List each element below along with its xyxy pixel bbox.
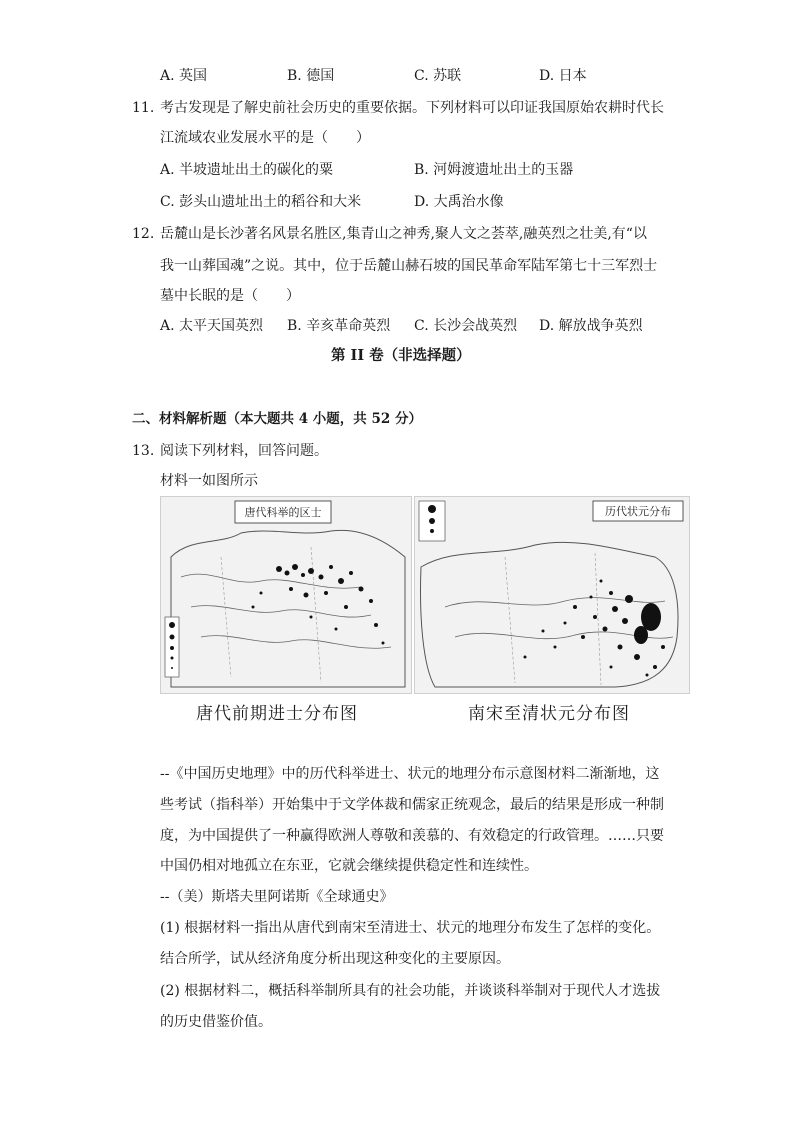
q12-option-c[interactable]: C. 长沙会战英烈 <box>414 318 518 334</box>
q12-option-d[interactable]: D. 解放战争英烈 <box>539 318 643 334</box>
q13-stem: 阅读下列材料，回答问题。 <box>160 443 328 459</box>
song-qing-zhuangyuan-map <box>414 496 690 694</box>
subquestion2-line1: (2) 根据材料二，概括科举制所具有的社会功能，并谈谈科举制对于现代人才选拔 <box>160 983 661 999</box>
tang-map-drawing <box>161 497 411 693</box>
subquestion2-line2: 的历史借鉴价值。 <box>160 1014 272 1030</box>
material1-label: 材料一如图所示 <box>160 473 258 489</box>
song-qing-map-caption: 南宋至清状元分布图 <box>468 704 630 724</box>
q13-number: 13. <box>132 443 155 459</box>
q12-stem-line1: 岳麓山是长沙著名风景名胜区,集青山之神秀,聚人文之荟萃,融英烈之壮美,有“以 <box>160 226 647 242</box>
q11-stem-line1: 考古发现是了解史前社会历史的重要依据。下列材料可以印证我国原始农耕时代长 <box>160 100 664 116</box>
q10-option-a[interactable]: A. 英国 <box>160 68 208 84</box>
material2-line1: --《中国历史地理》中的历代科举进士、状元的地理分布示意图材料二渐渐地，这 <box>160 766 660 782</box>
q10-option-c[interactable]: C. 苏联 <box>414 68 462 84</box>
q11-option-c[interactable]: C. 彭头山遗址出土的稻谷和大米 <box>160 194 362 210</box>
material2-line3: 度，为中国提供了一种赢得欧洲人尊敬和羡慕的、有效稳定的行政管理。……只要 <box>160 828 664 844</box>
q12-number: 12. <box>132 226 155 242</box>
q11-option-d[interactable]: D. 大禹治水像 <box>414 194 504 210</box>
q12-stem-line3: 墓中长眠的是（ ） <box>160 288 300 304</box>
song-qing-map-drawing <box>415 497 689 693</box>
q12-stem-line2: 我一山葬国魂”之说。其中，位于岳麓山赫石坡的国民革命军陆军第七十三军烈士 <box>160 258 658 274</box>
q11-option-a[interactable]: A. 半坡遗址出土的碳化的粟 <box>160 162 334 178</box>
q10-option-d[interactable]: D. 日本 <box>539 68 587 84</box>
section2-title: 第 II 卷（非选择题） <box>331 347 471 364</box>
q12-option-b[interactable]: B. 辛亥革命英烈 <box>287 318 391 334</box>
tang-jinshi-map <box>160 496 412 694</box>
q11-stem-line2: 江流域农业发展水平的是（ ） <box>160 130 370 146</box>
q10-option-b[interactable]: B. 德国 <box>287 68 335 84</box>
q12-option-a[interactable]: A. 太平天国英烈 <box>160 318 264 334</box>
material1-maps <box>160 496 688 732</box>
material2-line2: 些考试（指科举）开始集中于文学体裁和儒家正统观念，最后的结果是形成一种制 <box>160 797 664 813</box>
tang-map-title: 唐代科举的区士 <box>244 506 322 519</box>
song-qing-map-title: 历代状元分布 <box>605 505 671 518</box>
tang-map-caption: 唐代前期进士分布图 <box>196 704 358 724</box>
q11-option-b[interactable]: B. 河姆渡遗址出土的玉器 <box>414 162 574 178</box>
material2-source: --（美）斯塔夫里阿诺斯《全球通史》 <box>160 889 394 905</box>
subquestion1-line2: 结合所学，试从经济角度分析出现这种变化的主要原因。 <box>160 951 510 967</box>
part2-heading: 二、材料解析题（本大题共 4 小题，共 52 分） <box>132 411 422 427</box>
subquestion1-line1: (1) 根据材料一指出从唐代到南宋至清进士、状元的地理分布发生了怎样的变化。 <box>160 920 661 936</box>
material2-line4: 中国仍相对地孤立在东亚，它就会继续提供稳定性和连续性。 <box>160 858 538 874</box>
q11-number: 11. <box>132 100 155 116</box>
